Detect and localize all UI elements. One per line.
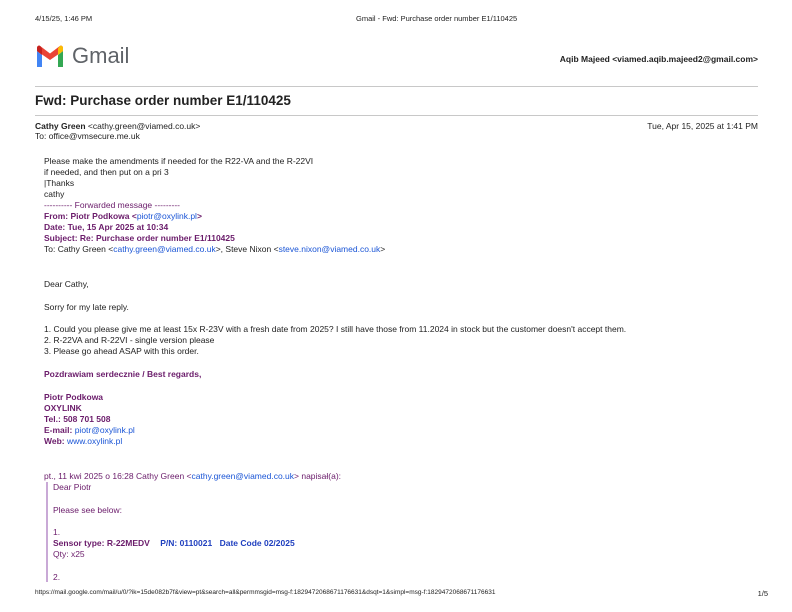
divider	[35, 86, 758, 87]
message-sender	[35, 121, 200, 131]
quote-date-code: Date Code 02/2025	[219, 538, 295, 548]
body-line: cathy	[44, 189, 65, 199]
forward-to	[44, 244, 385, 254]
signature-regards: Pozdrawiam serdecznie / Best regards,	[44, 369, 202, 379]
signature-web-label: Web:	[44, 436, 67, 446]
sender-name: Cathy Green	[35, 121, 86, 131]
quote-line: Please see below:	[53, 505, 122, 515]
account-identity: Aqib Majeed <viamed.aqib.majeed2@gmail.com>	[559, 54, 758, 64]
list-item: 3. Please go ahead ASAP with this order.	[44, 346, 199, 356]
signature-name: Piotr Podkowa	[44, 392, 104, 402]
forward-to-label: To: Cathy Green <	[44, 244, 114, 254]
forward-from-label: From: Piotr Podkowa <	[44, 211, 137, 221]
print-url: https://mail.google.com/mail/u/0/?ik=15de082b7f&view=pt&search=all&permmsgid=msg-f:1829472068671176631&dsqt=1&simpl=msg-f:1829472068671176631	[35, 589, 496, 596]
quote-part-number: P/N: 0110021	[160, 538, 213, 548]
forward-subject: Subject: Re: Purchase order number E1/110425	[44, 233, 235, 243]
forward-date: Date: Tue, 15 Apr 2025 at 10:34	[44, 222, 169, 232]
body-line: |Thanks	[44, 178, 75, 188]
quote-header	[44, 471, 341, 481]
sender-email: <cathy.green@viamed.co.uk>	[87, 121, 201, 131]
forward-to-end: >	[380, 244, 386, 254]
quote-sensor-line	[53, 538, 295, 548]
quote-sensor-type: Sensor type: R-22MEDV	[53, 538, 150, 548]
body-line: if needed, and then put on a pri 3	[44, 167, 169, 177]
divider	[35, 115, 758, 116]
body-line: Please make the amendments if needed for the R22-VA and the R-22VI	[44, 156, 314, 166]
body-line: Sorry for my late reply.	[44, 302, 129, 312]
signature-tel: Tel.: 508 701 508	[44, 414, 111, 424]
gmail-wordmark: Gmail	[72, 43, 130, 68]
signature-email	[44, 425, 135, 435]
signature-email-link[interactable]: piotr@oxylink.pl	[74, 425, 135, 435]
quote-line: Dear Piotr	[53, 482, 92, 492]
greeting: Dear Cathy,	[44, 279, 89, 289]
quote-line: Qty: x25	[53, 549, 85, 559]
forward-to-email-link[interactable]: cathy.green@viamed.co.uk	[113, 244, 216, 254]
quote-line: 2.	[53, 572, 61, 582]
email-subject: Fwd: Purchase order number E1/110425	[35, 93, 291, 108]
forward-from-email-link[interactable]: piotr@oxylink.pl	[136, 211, 197, 221]
message-recipient: To: office@vmsecure.me.uk	[35, 131, 140, 141]
quote-bar	[46, 482, 48, 582]
gmail-logo-icon	[35, 45, 65, 69]
list-item: 2. R-22VA and R-22VI - single version please	[44, 335, 215, 345]
signature-company: OXYLINK	[44, 403, 82, 413]
message-date: Tue, Apr 15, 2025 at 1:41 PM	[647, 121, 758, 131]
quote-line: 1.	[53, 527, 61, 537]
quote-header-label: pt., 11 kwi 2025 o 16:28 Cathy Green <	[44, 471, 192, 481]
list-item: 1. Could you please give me at least 15x R-23V with a fresh date from 2025? I still have those from 11.2024 in stock but the customer doesn't accept them.	[44, 324, 627, 334]
print-page-number: 1/5	[757, 589, 768, 598]
forward-to-sep: >, Steve Nixon <	[215, 244, 279, 254]
forward-from-end: >	[196, 211, 202, 221]
forward-from	[44, 211, 202, 221]
quote-header-end: > napisał(a):	[294, 471, 342, 481]
signature-web	[44, 436, 122, 446]
signature-email-label: E-mail:	[44, 425, 75, 435]
print-datetime: 4/15/25, 1:46 PM	[35, 14, 93, 23]
quote-header-email-link[interactable]: cathy.green@viamed.co.uk	[191, 471, 295, 481]
print-title: Gmail - Fwd: Purchase order number E1/110425	[356, 14, 518, 23]
signature-web-link[interactable]: www.oxylink.pl	[66, 436, 123, 446]
forward-marker: ---------- Forwarded message ---------	[44, 200, 180, 210]
forward-to-email-link[interactable]: steve.nixon@viamed.co.uk	[278, 244, 381, 254]
